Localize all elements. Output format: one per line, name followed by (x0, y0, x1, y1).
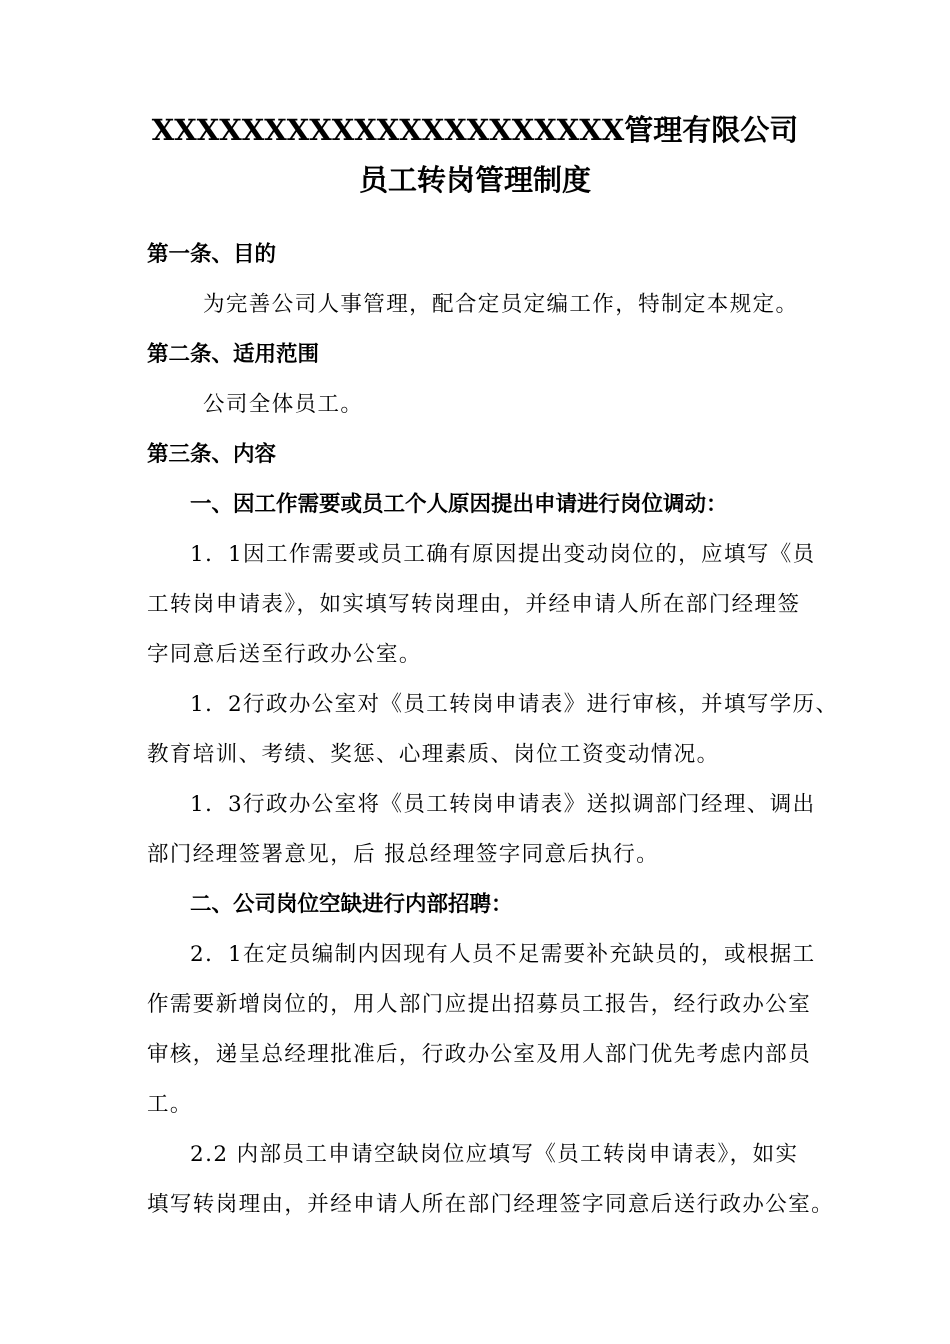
article-2-heading: 第二条、适用范围 (147, 342, 320, 367)
paragraph-line: 1．3行政办公室将《员工转岗申请表》送拟调部门经理、调出 (190, 792, 816, 817)
paragraph-line: 为完善公司人事管理，配合定员定编工作，特制定本规定。 (203, 292, 799, 317)
document-title: 员工转岗管理制度 (358, 163, 591, 197)
paragraph-line: 工转岗申请表》，如实填写转岗理由，并经申请人所在部门经理签 (147, 592, 801, 617)
section-1-heading: 一、因工作需要或员工个人原因提出申请进行岗位调动： (190, 492, 728, 517)
paragraph-line: 工。 (147, 1092, 193, 1117)
paragraph-line: 2．1在定员编制内因现有人员不足需要补充缺员的，或根据工 (190, 942, 816, 967)
paragraph-line: 填写转岗理由，并经申请人所在部门经理签字同意后送行政办公室。 (147, 1192, 835, 1217)
paragraph-line: 部门经理签署意见，后 报总经理签字同意后执行。 (147, 842, 660, 867)
paragraph-line: 教育培训、考绩、奖惩、心理素质、岗位工资变动情况。 (147, 742, 720, 767)
document-title-company: XXXXXXXXXXXXXXXXXXXXX管理有限公司 (151, 113, 799, 147)
paragraph-line: 字同意后送至行政办公室。 (147, 642, 422, 667)
paragraph-line: 审核，递呈总经理批准后，行政办公室及用人部门优先考虑内部员 (147, 1042, 812, 1067)
paragraph-line: 1．2行政办公室对《员工转岗申请表》进行审核，并填写学历、 (190, 692, 839, 717)
article-1-heading: 第一条、目的 (147, 242, 277, 267)
paragraph-line: 2.2 内部员工申请空缺岗位应填写《员工转岗申请表》，如实 (190, 1142, 799, 1167)
paragraph-line: 公司全体员工。 (203, 392, 364, 417)
paragraph-line: 1．1因工作需要或员工确有原因提出变动岗位的，应填写《员 (190, 542, 816, 567)
section-2-heading: 二、公司岗位空缺进行内部招聘： (190, 892, 513, 917)
article-3-heading: 第三条、内容 (147, 442, 277, 467)
paragraph-line: 作需要新增岗位的，用人部门应提出招募员工报告，经行政办公室 (147, 992, 812, 1017)
